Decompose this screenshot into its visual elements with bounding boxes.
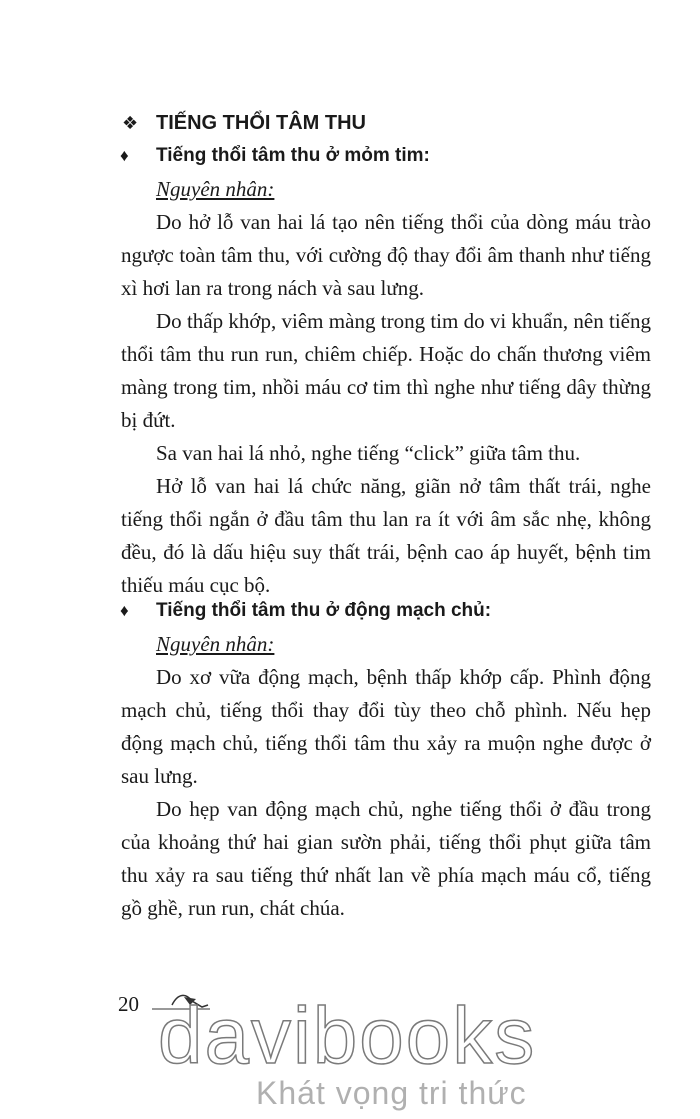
subsection-heading-apex	[120, 145, 430, 167]
page-number: 20	[118, 992, 139, 1016]
section-heading	[122, 112, 366, 135]
subsection-heading-aorta	[120, 600, 491, 622]
paragraph: Do hở lỗ van hai lá tạo nên tiếng thổi của dòng máu trào ngược toàn tâm thu, với cường độ thay đổi âm thanh như tiếng xì hơi lan ra trong nách và sau lưng.	[121, 210, 651, 300]
watermark-tagline: Khát vọng tri thức	[256, 1075, 527, 1111]
paragraph: Do xơ vữa động mạch, bệnh thấp khớp cấp. Phình động mạch chủ, tiếng thổi thay đổi tùy theo chỗ phình. Nếu hẹp động mạch chủ, tiếng thổi tâm thu xảy ra muộn nghe được ở sau lưng.	[121, 665, 651, 788]
cause-label: Nguyên nhân:	[156, 632, 275, 656]
paragraph: Do hẹp van động mạch chủ, nghe tiếng thổi ở đầu trong của khoảng thứ hai gian sườn phải, tiếng thổi phụt giữa tâm thu xảy ra sau tiếng thứ nhất lan về phía mạch máu cổ, tiếng gồ ghề, run run, chát chúa.	[121, 797, 651, 920]
subsection-title: Tiếng thổi tâm thu ở mỏm tim:	[156, 145, 430, 166]
diamond-bullet-icon: ♦	[120, 146, 129, 165]
section-title: TIẾNG THỔI TÂM THU	[156, 112, 366, 134]
paragraph: Hở lỗ van hai lá chức năng, giãn nở tâm thất trái, nghe tiếng thổi ngắn ở đầu tâm thu lan ra ít với âm sắc nhẹ, không đều, đó là dấu hiệu suy thất trái, bệnh cao áp huyết, bệnh tim thiếu máu cục bộ.	[121, 474, 651, 597]
paragraph: Sa van hai lá nhỏ, nghe tiếng “click” giữa tâm thu.	[156, 441, 581, 465]
watermark-brand: davibooks	[158, 991, 537, 1080]
diamond-bullet-icon: ♦	[120, 601, 129, 620]
cause-label: Nguyên nhân:	[156, 177, 275, 201]
subsection-title: Tiếng thổi tâm thu ở động mạch chủ:	[156, 600, 492, 621]
diamond-ornament-icon: ❖	[122, 113, 139, 133]
paragraph: Do thấp khớp, viêm màng trong tim do vi khuẩn, nên tiếng thổi tâm thu run run, chiêm chiếp. Hoặc do chấn thương viêm màng trong tim, nhồi máu cơ tim thì nghe như tiếng dây thừng bị đứt.	[121, 309, 651, 432]
